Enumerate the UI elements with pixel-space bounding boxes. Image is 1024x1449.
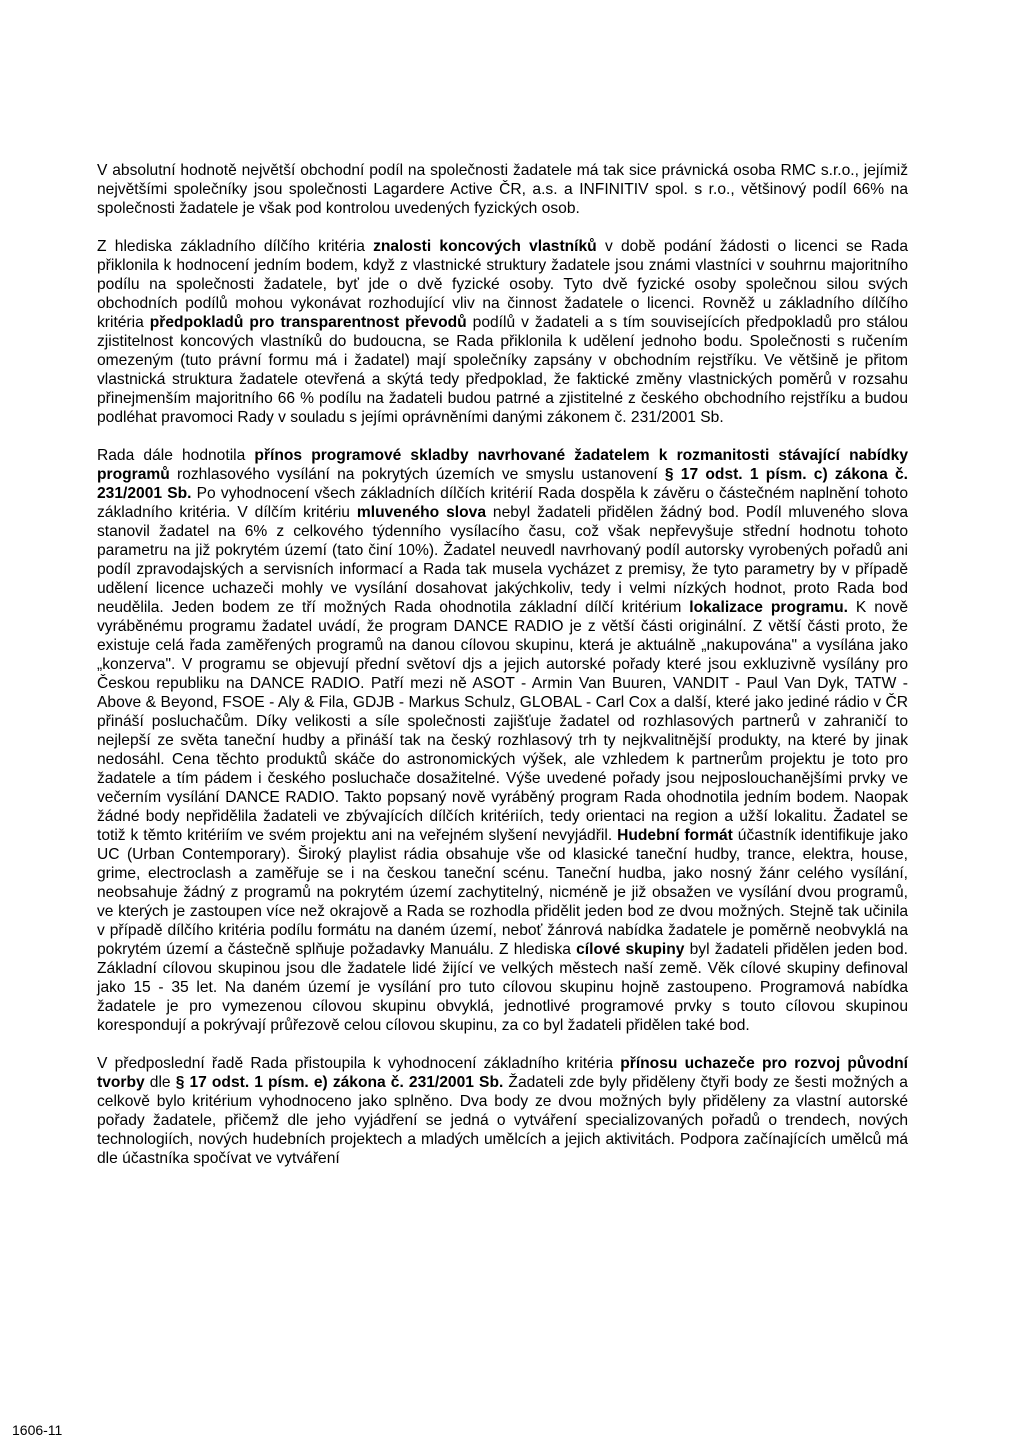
bold-text-segment: cílové skupiny bbox=[576, 941, 685, 958]
page-code: 1606-11 bbox=[12, 1422, 63, 1438]
bold-text-segment: mluveného slova bbox=[356, 504, 486, 521]
paragraph-gap bbox=[97, 427, 908, 446]
text-segment: Po vyhodnocení všech základních dílčích kritérií Rada dospěla k závěru o částečném naplnění tohoto základního kritéria. V dílčím kritériu bbox=[97, 485, 908, 521]
text-segment: v době podání žádosti o licenci se Rada přiklonila k hodnocení jedním bodem, když z vlastnické struktury žadatele jsou známi vlastníci v souhrnu majoritního podílu na společnosti žadatele, byť jde o dvě fyzické osoby. Tyto dvě fyzické osoby společnou silou svých obchodních podílů mohou vykonávat rozhodující vliv na činnost žadatele o licenci. Rovněž u základního dílčího kritéria bbox=[97, 238, 908, 331]
paragraph-original-production bbox=[97, 1054, 908, 1168]
text-segment: účastník identifikuje jako UC (Urban Contemporary). Široký playlist rádia obsahuje vše od klasické taneční hudby, trance, elektra, house, grime, electroclash a zaměřuje se i na českou taneční scénu. Taneční hudba, jako nosný žánr celého vysílání, neobsahuje žádný z programů na pokrytém území zachytitelný, nicméně je již obsažen ve vysílání dvou programů, ve kterých je zastoupen více než okrajově a Rada se rozhodla přidělit jeden bod ze dvou možných. Stejně tak učinila v případě dílčího kritéria podílu formátu na daném území, neboť žánrová nabídka žadatele je poměrně neobvyklá na pokrytém území a částečně splňuje požadavky Manuálu. Z hlediska bbox=[97, 827, 909, 958]
paragraph-gap bbox=[97, 1035, 908, 1054]
bold-text-segment: Hudební formát bbox=[617, 827, 733, 844]
text-segment: V předposlední řadě Rada přistoupila k vyhodnocení základního kritéria bbox=[97, 1055, 621, 1072]
text-segment: dle bbox=[144, 1074, 176, 1091]
bold-text-segment: § 17 odst. 1 písm. e) zákona č. 231/2001 Sb. bbox=[175, 1074, 504, 1091]
bold-text-segment: znalosti koncových vlastníků bbox=[373, 238, 597, 255]
paragraph-program-diversity bbox=[97, 446, 908, 1035]
bold-text-segment: přínosu uchazeče pro rozvoj původní tvorby bbox=[97, 1055, 908, 1091]
text-segment: podílů v žadateli a s tím souvisejících předpokladů pro stálou zjistitelnost koncových vlastníků do budoucna, se Rada přiklonila k udělení jednoho bodu. Společnosti s ručením omezeným (tuto právní formu má i žadatel) mají společníky zapsány v obchodním rejstříku. Ve většině je přitom vlastnická struktura žadatele otevřená a skýtá tedy předpoklad, že faktické změny vlastnických poměrů v rozsahu přinejmenším majoritního 66 % podílu na žadateli budou patrné a zjistitelné z českého obchodního rejstříku a budou podléhat pravomoci Rady v souladu s jejími oprávněními danými zákonem č. 231/2001 Sb. bbox=[97, 314, 908, 426]
text-segment: V absolutní hodnotě největší obchodní podíl na společnosti žadatele má tak sice právnická osoba RMC s.r.o., jejímiž největšími společníky jsou společnosti Lagardere Active ČR, a.s. a INFINITIV spol. s r.o., většinový podíl 66% na společnosti žadatele je však pod kontrolou uvedených fyzických osob. bbox=[97, 162, 908, 217]
text-segment: byl žadateli přidělen jeden bod. Základní cílovou skupinou jsou dle žadatele lidé žijící ve velkých městech naší země. Věk cílové skupiny definoval jako 15 - 35 let. Na daném území je vysílání pro tuto cílovou skupinu hojně zastoupeno. Programová nabídka žadatele je pro vymezenou cílovou skupinu obvyklá, jednotlivé programové prvky s touto cílovou skupinou korespondují a pokrývají průřezově celou cílovou skupinu, za co byl žadateli přidělen také bod. bbox=[97, 941, 908, 1034]
paragraph-gap bbox=[97, 218, 908, 237]
text-segment: Žadateli zde byly přiděleny čtyři body ze šesti možných a celkově bylo kritérium vyhodnoceno jako splněno. Dva body ze dvou možných byly přiděleny za vlastní autorské pořady žadatele, přičemž dle jeho vyjádření se jedná o vytváření specializovaných pořadů o trendech, nových technologiích, nových hudebních projektech a mladých umělcích a jejich aktivitách. Podpora začínajících umělců má dle účastníka spočívat ve vytváření bbox=[97, 1074, 908, 1167]
bold-text-segment: lokalizace programu. bbox=[689, 599, 848, 616]
bold-text-segment: přínos programové skladby navrhované žadatelem k rozmanitosti stávající nabídky programů bbox=[97, 447, 908, 483]
document-body bbox=[97, 161, 908, 1168]
text-segment: Z hlediska základního dílčího kritéria bbox=[97, 238, 374, 255]
text-segment: rozhlasového vysílání na pokrytých územích ve smyslu ustanovení bbox=[169, 466, 665, 483]
bold-text-segment: § 17 odst. 1 písm. c) zákona č. 231/2001 Sb. bbox=[97, 466, 908, 502]
text-segment: nebyl žadateli přidělen žádný bod. Podíl mluveného slova stanovil žadatel na 6% z celkového týdenního vysílacího času, což však nepřevyšuje střední hodnotu tohoto parametru na již pokrytém území (tato činí 10%). Žadatel neuvedl navrhovaný podíl autorsky vyrobených pořadů ani podíl zpravodajských a servisních informací a Rada tak musela vycházet z premisy, že tyto parametry by v případě udělení licence uchazeči mohly ve vysílání dosahovat jakýchkoliv, tedy i velmi nízkých hodnot, proto Rada bod neudělila. Jeden bodem ze tří možných Rada ohodnotila základní dílčí kritérium bbox=[97, 504, 908, 616]
text-segment: Rada dále hodnotila bbox=[97, 447, 255, 464]
paragraph-ownership bbox=[97, 161, 908, 218]
text-segment: K nově vyráběnému programu žadatel uvádí, že program DANCE RADIO je z větší části originální. Z větší části proto, že existuje celá řada zaměřených programů na danou cílovou skupinu, která je aktuálně „nakupována" a vysílána jako „konzerva". V programu se objevují přední světoví djs a jejich autorské pořady které jsou exkluzivně vysílány pro Českou republiku na DANCE RADIO. Patří mezi ně ASOT - Armin Van Buuren, VANDIT - Paul Van Dyk, TATW - Above & Beyond, FSOE - Aly & Fila, GDJB - Markus Schulz, GLOBAL - Carl Cox a další, které jako jediné rádio v ČR přináší posluchačům. Díky velikosti a síle společnosti zajišťuje žadatel od rozhlasových partnerů v zahraničí to nejlepší ze světa taneční hudby a přináší tak na český rozhlasový trh ty nejkvalitnější produkty, na které by jinak nedosáhl. Cena těchto produktů skáče do astronomických výšek, ale vzhledem k partnerům projektu je toto pro žadatele a tím pádem i českého posluchače dosažitelné. Výše uvedené pořady jsou nejposlouchanějšími prvky ve večerním vysílání DANCE RADIO. Takto popsaný nově vyráběný program Rada ohodnotila jedním bodem. Naopak žádné body nepřidělila žadateli ve zbývajících dílčích kritériích, tedy orientaci na region a užší lokalitu. Žadatel se totiž k těmto kritériím ve svém projektu ani na veřejném slyšení nevyjádřil. bbox=[97, 599, 909, 844]
bold-text-segment: předpokladů pro transparentnost převodů bbox=[149, 314, 467, 331]
paragraph-owner-criteria bbox=[97, 237, 908, 427]
